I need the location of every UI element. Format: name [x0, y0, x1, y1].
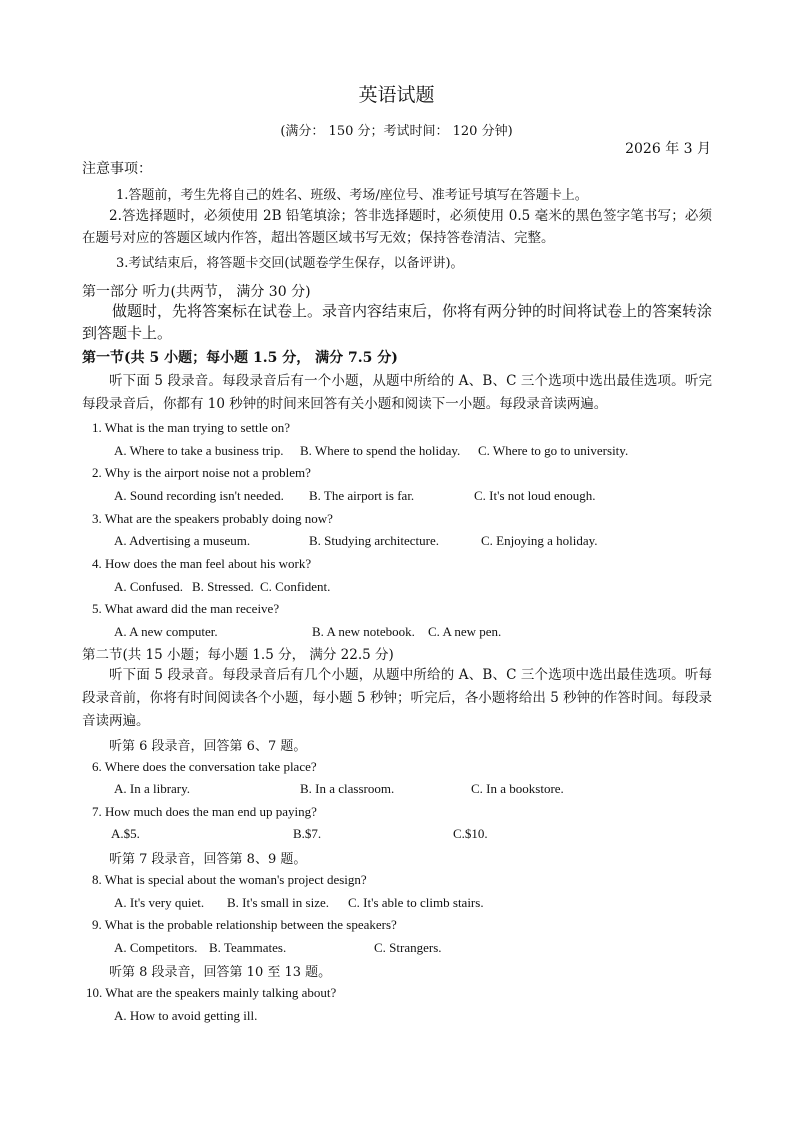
q10-option-a: A. How to avoid getting ill. [114, 1008, 258, 1023]
q5-option-b: B. A new notebook. [312, 624, 415, 639]
section1-heading: 第一节(共 5 小题；每小题 1.5 分， 满分 7.5 分) [82, 350, 398, 366]
note-item-1: 1.答题前，考生先将自己的姓名、班级、考场/座位号、准考证号填写在答题卡上。 [116, 188, 588, 203]
segment-6-instruction: 听第 6 段录音，回答第 6、7 题。 [109, 739, 307, 754]
section1-intro: 听下面 5 段录音。每段录音后有一个小题，从题中所给的 A、B、C 三个选项中选出最佳选项。听完每段录音后，你都有 10 秒钟的时间来回答有关小题和阅读下一小题。每段录音读两遍。 [82, 373, 712, 412]
page-title: 英语试题 [358, 84, 435, 106]
q9-option-a: A. Competitors. [114, 940, 198, 955]
q2-option-a: A. Sound recording isn't needed. [114, 488, 284, 503]
q1-option-b: B. Where to spend the holiday. [300, 443, 461, 458]
section2-intro: 听下面 5 段录音。每段录音后有几个小题，从题中所给的 A、B、C 三个选项中选出最佳选项。听每段录音前，你将有时间阅读各个小题，每小题 5 秒钟；听完后，各小题将给出 5 秒钟的作答时间。每段录音读两遍。 [82, 667, 712, 729]
section2-heading: 第二节(共 15 小题；每小题 1.5 分， 满分 22.5 分) [82, 647, 394, 663]
part1-heading: 第一部分 听力(共两节， 满分 30 分) [82, 284, 311, 300]
q1-option-c: C. Where to go to university. [478, 443, 629, 458]
note-item-3: 3.考试结束后，将答题卡交回(试题卷学生保存，以备评讲)。 [116, 256, 464, 271]
q9-option-b: B. Teammates. [209, 940, 287, 955]
question-6: 6. Where does the conversation take place? [92, 759, 317, 774]
q4-option-c: C. Confident. [260, 579, 331, 594]
q8-option-c: C. It's able to climb stairs. [348, 895, 484, 910]
q3-option-a: A. Advertising a museum. [114, 533, 251, 548]
q2-option-b: B. The airport is far. [309, 488, 415, 503]
q8-option-b: B. It's small in size. [227, 895, 330, 910]
q7-option-c: C.$10. [453, 826, 488, 841]
q5-option-c: C. A new pen. [428, 624, 502, 639]
notes-heading: 注意事项： [82, 161, 152, 177]
exam-info: (满分： 150 分；考试时间： 120 分钟) [280, 124, 513, 139]
segment-8-instruction: 听第 8 段录音，回答第 10 至 13 题。 [109, 965, 332, 980]
question-1: 1. What is the man trying to settle on? [92, 420, 290, 435]
q5-option-a: A. A new computer. [114, 624, 218, 639]
question-7: 7. How much does the man end up paying? [92, 804, 317, 819]
exam-date: 2026 年 3 月 [625, 141, 711, 157]
question-9: 9. What is the probable relationship between the speakers? [92, 917, 397, 932]
q7-option-b: B.$7. [293, 826, 322, 841]
question-3: 3. What are the speakers probably doing now? [92, 511, 333, 526]
q1-option-a: A. Where to take a business trip. [114, 443, 284, 458]
q6-option-c: C. In a bookstore. [471, 781, 564, 796]
q6-option-b: B. In a classroom. [300, 781, 395, 796]
question-10: 10. What are the speakers mainly talking about? [86, 985, 337, 1000]
q3-option-c: C. Enjoying a holiday. [481, 533, 598, 548]
note-item-2: 2.答选择题时，必须使用 2B 铅笔填涂；答非选择题时，必须使用 0.5 毫米的黑色签字笔书写；必须在题号对应的答题区域内作答，超出答题区域书写无效；保持答卷清洁、完整。 [82, 208, 712, 246]
q7-option-a: A.$5. [111, 826, 140, 841]
question-4: 4. How does the man feel about his work? [92, 556, 312, 571]
question-2: 2. Why is the airport noise not a problem? [92, 465, 311, 480]
segment-7-instruction: 听第 7 段录音，回答第 8、9 题。 [109, 852, 307, 867]
question-8: 8. What is special about the woman's project design? [92, 872, 367, 887]
q8-option-a: A. It's very quiet. [114, 895, 205, 910]
part1-intro: 做题时，先将答案标在试卷上。录音内容结束后，你将有两分钟的时间将试卷上的答案转涂到答题卡上。 [82, 302, 713, 342]
question-5: 5. What award did the man receive? [92, 601, 280, 616]
q9-option-c: C. Strangers. [374, 940, 442, 955]
q6-option-a: A. In a library. [114, 781, 191, 796]
q4-option-a: A. Confused. [114, 579, 183, 594]
q3-option-b: B. Studying architecture. [309, 533, 439, 548]
q2-option-c: C. It's not loud enough. [474, 488, 596, 503]
q4-option-b: B. Stressed. [192, 579, 254, 594]
